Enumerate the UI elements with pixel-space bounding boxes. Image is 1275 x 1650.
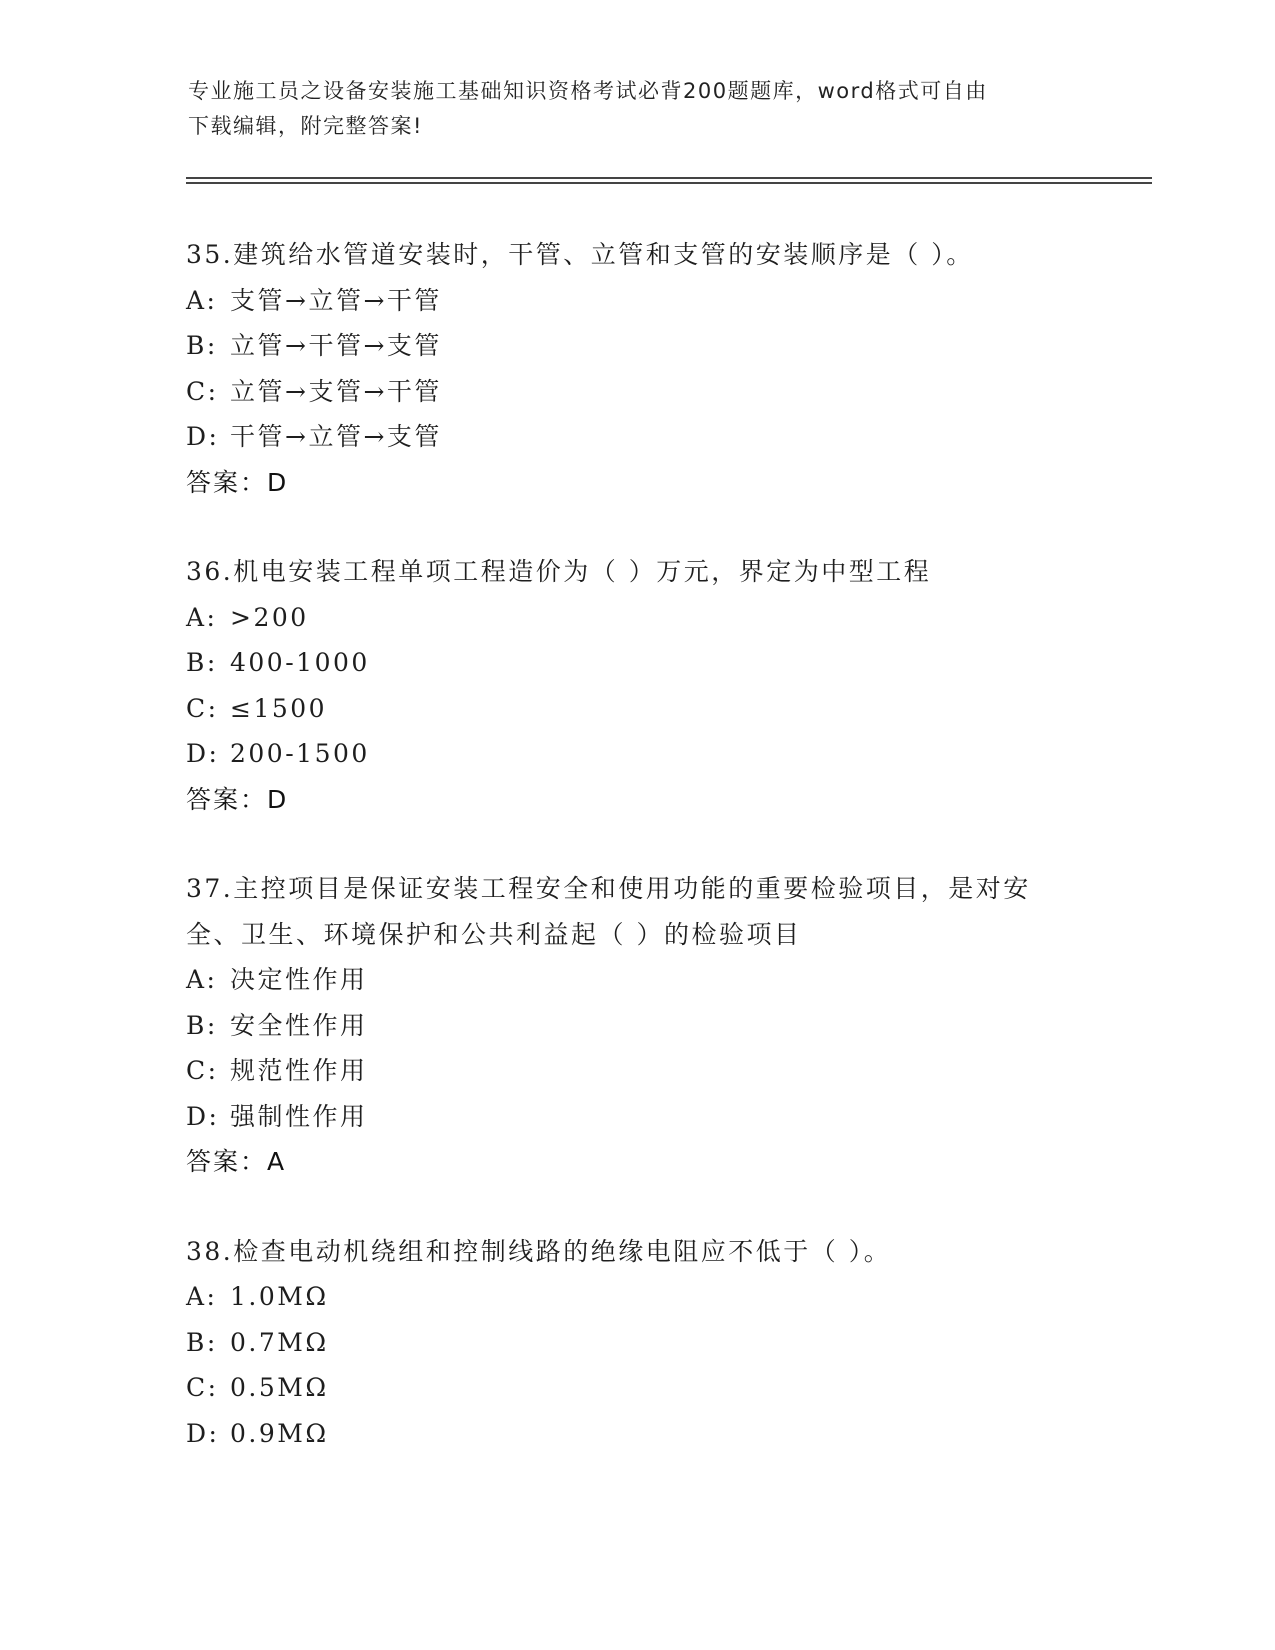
- option-letter: C:: [186, 693, 219, 723]
- option-text: 0.9MΩ: [230, 1418, 329, 1448]
- question-stem: 36.机电安装工程单项工程造价为（ ）万元，界定为中型工程: [186, 557, 932, 586]
- option-text: 安全性作用: [230, 1010, 368, 1040]
- option-letter: B:: [186, 1327, 218, 1357]
- option-letter: A:: [186, 1282, 218, 1311]
- option-text: 干管→立管→支管: [230, 422, 442, 451]
- option-c: [186, 1365, 1086, 1411]
- question-36: [186, 549, 1086, 822]
- question-35: [186, 232, 1086, 505]
- question-stem: 35.建筑给水管道安装时，干管、立管和支管的安装顺序是（ ）。: [186, 240, 974, 269]
- option-letter: C:: [186, 376, 219, 406]
- header-line-2: 下载编辑，附完整答案!: [188, 114, 423, 138]
- option-d: [186, 1094, 1086, 1140]
- option-letter: C:: [186, 1056, 219, 1085]
- option-text: 强制性作用: [230, 1101, 368, 1131]
- option-letter: B:: [186, 1010, 218, 1040]
- option-c: [186, 1048, 1086, 1094]
- answer-line: 答案：D: [186, 467, 289, 497]
- option-text: 1.0MΩ: [230, 1282, 329, 1311]
- question-stem-line-2: 全、卫生、环境保护和公共利益起（ ）的检验项目: [186, 919, 802, 949]
- option-text: 立管→支管→干管: [230, 376, 442, 406]
- option-text: 决定性作用: [230, 965, 368, 994]
- option-text: 支管→立管→干管: [230, 285, 442, 315]
- option-letter: C:: [186, 1373, 219, 1402]
- option-b: [186, 1320, 1086, 1366]
- option-letter: B:: [186, 648, 218, 677]
- option-letter: D:: [186, 1418, 220, 1448]
- option-letter: B:: [186, 331, 218, 360]
- question-stem-line-1: 37.主控项目是保证安装工程安全和使用功能的重要检验项目，是对安: [186, 874, 1031, 903]
- option-d: [186, 414, 1086, 460]
- option-letter: D:: [186, 422, 220, 451]
- option-a: [186, 595, 1086, 641]
- option-letter: D:: [186, 1101, 220, 1131]
- option-a: [186, 278, 1086, 324]
- question-37: [186, 866, 1086, 1185]
- option-letter: D:: [186, 739, 220, 768]
- option-b: [186, 640, 1086, 686]
- option-c: [186, 369, 1086, 415]
- question-stem: 38.检查电动机绕组和控制线路的绝缘电阻应不低于（ ）。: [186, 1236, 892, 1266]
- answer-line: 答案：D: [186, 784, 289, 814]
- option-text: 立管→干管→支管: [230, 331, 442, 360]
- option-d: [186, 1411, 1086, 1457]
- option-letter: A:: [186, 602, 218, 632]
- option-text: 200-1500: [230, 739, 370, 768]
- option-text: 0.7MΩ: [230, 1327, 329, 1357]
- option-text: 400-1000: [230, 648, 370, 677]
- header-divider-top: [186, 177, 1152, 179]
- option-d: [186, 731, 1086, 777]
- option-letter: A:: [186, 285, 218, 315]
- option-b: [186, 323, 1086, 369]
- option-text: >200: [230, 602, 309, 632]
- option-letter: A:: [186, 965, 218, 994]
- option-text: 规范性作用: [230, 1056, 368, 1085]
- header-divider-bottom: [186, 182, 1152, 184]
- question-38: [186, 1229, 1086, 1457]
- option-a: [186, 957, 1086, 1003]
- option-text: ≤1500: [230, 693, 328, 723]
- question-list: [186, 232, 1086, 1456]
- option-b: [186, 1003, 1086, 1049]
- answer-line: 答案：A: [186, 1147, 287, 1176]
- option-c: [186, 686, 1086, 732]
- header-line-1: 专业施工员之设备安装施工基础知识资格考试必背200题题库，word格式可自由: [188, 79, 988, 103]
- option-a: [186, 1274, 1086, 1320]
- document-header: [188, 74, 1068, 144]
- option-text: 0.5MΩ: [230, 1373, 329, 1402]
